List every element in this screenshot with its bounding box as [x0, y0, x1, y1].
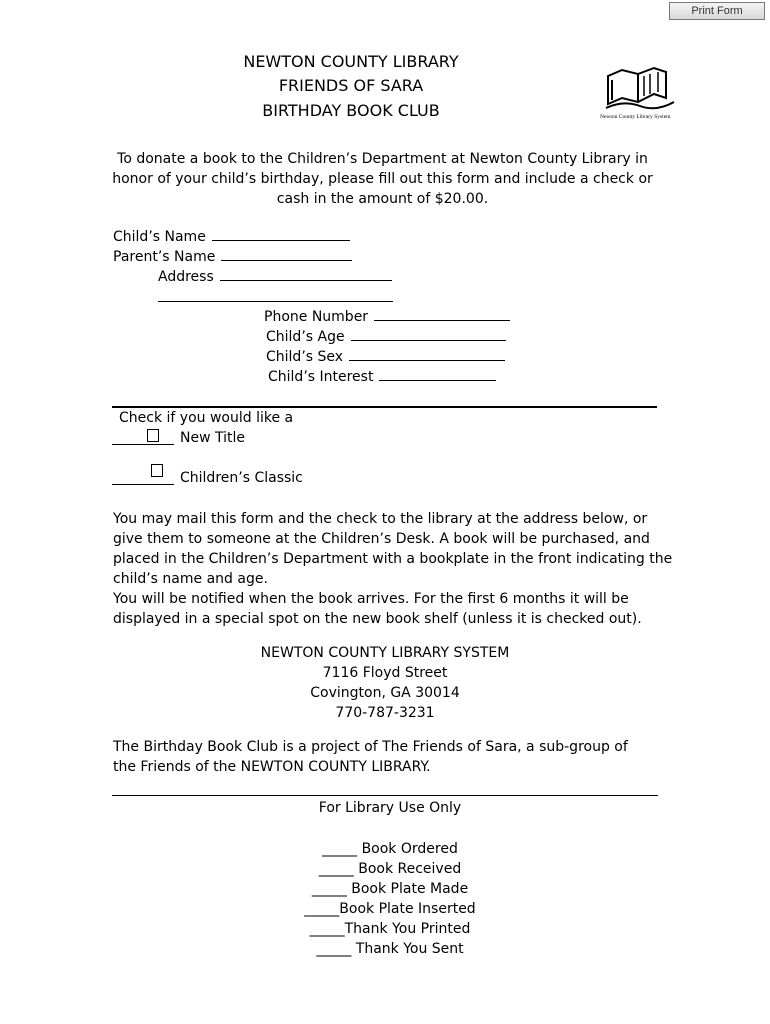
instructions-line-3: placed in the Children’s Department with a bookplate in the front indicating the — [113, 551, 673, 567]
header-line-1: NEWTON COUNTY LIBRARY — [243, 52, 459, 71]
instructions-line-2: give them to someone at the Children’s Desk. A book will be purchased, and — [113, 531, 650, 547]
childs-interest-label: Child’s Interest — [268, 369, 374, 385]
choice-prompt: Check if you would like a — [119, 410, 294, 426]
instructions-line-1: You may mail this form and the check to the library at the address below, or — [113, 511, 648, 527]
open-book-icon — [600, 62, 680, 114]
childs-sex-field — [266, 348, 505, 365]
library-address — [235, 643, 535, 723]
library-use-item: _____Thank You Printed — [309, 921, 471, 937]
parents-name-input-line[interactable] — [221, 248, 352, 261]
footer-note — [113, 737, 628, 777]
childs-interest-input-line[interactable] — [379, 368, 496, 381]
library-use-list — [290, 839, 490, 959]
classic-blank-line — [112, 484, 174, 485]
childs-sex-input-line[interactable] — [349, 348, 505, 361]
instructions-line-4: child’s name and age. — [113, 571, 268, 587]
intro-line-1: To donate a book to the Children’s Department at Newton County Library in — [117, 151, 648, 167]
new-title-blank-line — [112, 444, 174, 445]
library-use-title: For Library Use Only — [318, 800, 462, 816]
childs-name-label: Child’s Name — [113, 229, 206, 245]
library-use-divider — [112, 795, 658, 796]
intro-line-2: honor of your child’s birthday, please fill out this form and include a check or — [112, 171, 653, 187]
address-label: Address — [158, 269, 214, 285]
section-divider — [112, 406, 657, 408]
instructions-line-6: displayed in a special spot on the new book shelf (unless it is checked out). — [113, 611, 642, 627]
address-field — [158, 268, 392, 285]
library-use-item: _____ Book Received — [318, 861, 462, 877]
logo-caption: Newton County Library System — [600, 114, 671, 120]
childs-age-field — [266, 328, 506, 345]
phone-label: Phone Number — [264, 309, 369, 325]
childs-age-input-line[interactable] — [351, 328, 506, 341]
library-logo — [600, 62, 680, 122]
library-use-item: _____ Book Plate Made — [311, 881, 469, 897]
address-org: NEWTON COUNTY LIBRARY SYSTEM — [260, 645, 510, 661]
address-input-line-2[interactable] — [158, 301, 393, 302]
new-title-checkbox[interactable] — [147, 429, 159, 442]
childs-name-input-line[interactable] — [212, 228, 350, 241]
childs-age-label: Child’s Age — [266, 329, 345, 345]
intro-text — [100, 149, 665, 209]
parents-name-label: Parent’s Name — [113, 249, 216, 265]
address-phone: 770-787-3231 — [335, 705, 435, 721]
footer-line-2: the Friends of the NEWTON COUNTY LIBRARY. — [113, 759, 431, 775]
header-line-2: FRIENDS OF SARA — [278, 76, 424, 95]
print-form-button[interactable]: Print Form — [669, 2, 765, 20]
phone-field — [264, 308, 510, 325]
phone-input-line[interactable] — [374, 308, 510, 321]
header-line-3: BIRTHDAY BOOK CLUB — [262, 101, 440, 120]
address-street: 7116 Floyd Street — [322, 665, 448, 681]
library-use-item: _____Book Plate Inserted — [304, 901, 476, 917]
childs-name-field — [113, 228, 350, 245]
address-city: Covington, GA 30014 — [310, 685, 460, 701]
footer-line-1: The Birthday Book Club is a project of The Friends of Sara, a sub-group of — [113, 739, 628, 755]
instructions — [113, 509, 672, 629]
intro-line-3: cash in the amount of $20.00. — [276, 191, 489, 207]
address-input-line-1[interactable] — [220, 268, 392, 281]
library-use-item: _____ Book Ordered — [322, 841, 458, 857]
library-use-item: _____ Thank You Sent — [316, 941, 464, 957]
childrens-classic-checkbox[interactable] — [151, 464, 163, 477]
childs-sex-label: Child’s Sex — [266, 349, 344, 365]
new-title-label: New Title — [180, 430, 245, 446]
childrens-classic-label: Children’s Classic — [180, 470, 303, 486]
childs-interest-field — [268, 368, 496, 385]
parents-name-field — [113, 248, 352, 265]
instructions-line-5: You will be notified when the book arrives. For the first 6 months it will be — [113, 591, 629, 607]
